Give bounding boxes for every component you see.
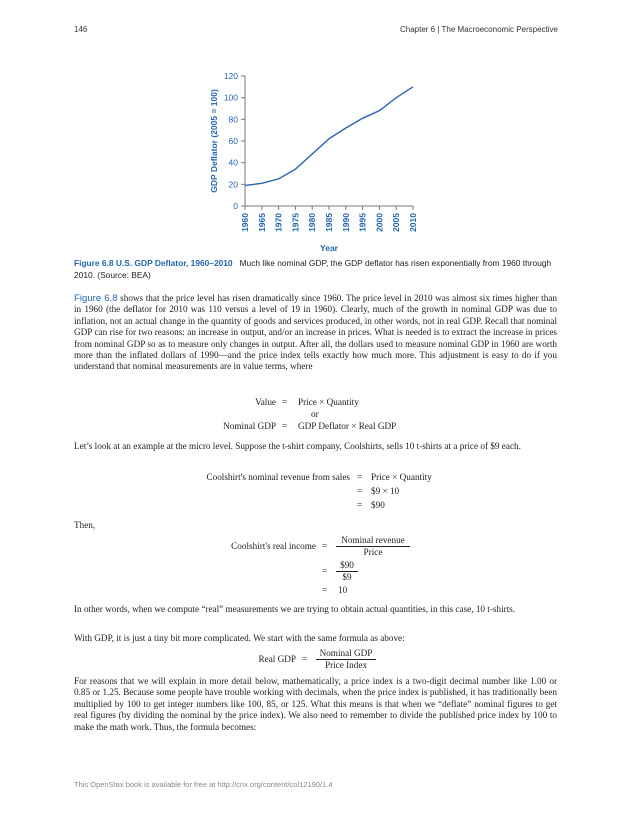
- eq4-equals: =: [302, 654, 308, 664]
- eq2-equals-2: =: [357, 486, 363, 496]
- eq4-denominator: Price Index: [324, 660, 368, 670]
- page-number: 146: [74, 25, 88, 34]
- paragraph-4: In other words, when we compute “real” measurements we are trying to obtain actual quantities, in this case, 10 t-shirts.: [74, 604, 516, 614]
- eq1-lhs-nominal-gdp: Nominal GDP: [223, 421, 276, 431]
- eq3-denominator-1: Price: [363, 547, 383, 557]
- eq1-rhs-price-quantity: Price × Quantity: [298, 397, 359, 407]
- y-tick-label: 40: [228, 157, 238, 168]
- figure-link[interactable]: Figure 6.8: [74, 293, 118, 304]
- x-tick-label: 1975: [290, 213, 301, 232]
- eq3-equals-1: =: [322, 541, 328, 551]
- eq4-fraction: [316, 648, 376, 671]
- x-tick-label: 2010: [408, 213, 418, 232]
- figure-caption-text: Much like nominal GDP, the GDP deflator has risen exponentially from 1960 through 2010. (Source: BEA): [74, 258, 552, 280]
- footer-note: This OpenStax book is available for free at http://cnx.org/content/col12190/1.4: [74, 780, 333, 789]
- paragraph-1: [74, 293, 557, 373]
- x-tick-label: 2005: [391, 213, 402, 232]
- y-tick-label: 120: [223, 71, 238, 81]
- eq4-numerator: Nominal GDP: [316, 648, 376, 660]
- y-tick-label: 80: [228, 114, 238, 125]
- y-tick-label: 100: [223, 92, 238, 103]
- eq3-numerator-2: $90: [336, 560, 358, 572]
- eq4-lhs: Real GDP: [258, 654, 296, 664]
- figure-label: Figure 6.8 U.S. GDP Deflator, 1960–2010: [74, 258, 233, 268]
- x-tick-label: 1970: [273, 213, 284, 232]
- eq2-equals-3: =: [357, 500, 363, 510]
- x-tick-label: 1985: [324, 213, 334, 232]
- eq1-equals-1: =: [282, 397, 288, 407]
- x-axis-label: Year: [320, 243, 338, 253]
- paragraph-2: Let’s look at an example at the micro level. Suppose the t-shirt company, Coolshirts, sells 10 t-shirts at a price of $9 each.: [74, 441, 521, 451]
- eq2-rhs-3: $90: [371, 500, 385, 510]
- paragraph-3: Then,: [74, 520, 96, 530]
- eq2-equals-1: =: [357, 472, 363, 482]
- x-tick-label: 2000: [374, 213, 385, 232]
- eq3-fraction-2: [336, 560, 358, 583]
- y-tick-label: 20: [228, 179, 238, 190]
- paragraph-6: For reasons that we will explain in more detail below, mathematically, a price index is a two-digit decimal number like 1.00 or 0.85 or 1.25. Because some people have trouble working with decimals, when the price index is published, it has traditionally been multiplied by 100 to get integer numbers like 100, 85, or 125. What this means is that when we “deflate” nominal figures to get real figures (by dividing the nominal by the price index). We also need to remember to divide the published price index by 100 to make the math work. Thus, the formula becomes:: [74, 676, 557, 732]
- y-tick-label: 0: [233, 201, 238, 211]
- eq2-lhs: Coolshirt's nominal revenue from sales: [206, 472, 350, 482]
- paragraph-5: With GDP, it is just a tiny bit more complicated. We start with the same formula as above:: [74, 633, 405, 643]
- eq3-lhs: Coolshirt's real income: [231, 541, 316, 551]
- eq1-or: or: [311, 409, 319, 419]
- gdp-deflator-chart: [205, 68, 435, 253]
- eq1-rhs-deflator-real-gdp: GDP Deflator × Real GDP: [298, 421, 397, 431]
- eq3-denominator-2: $9: [342, 572, 352, 582]
- x-tick-label: 1990: [340, 213, 351, 232]
- chapter-title: Chapter 6 | The Macroeconomic Perspective: [399, 25, 558, 34]
- eq3-fraction-1: [336, 535, 410, 558]
- eq2-rhs-1: Price × Quantity: [371, 472, 432, 482]
- eq2-rhs-2: $9 × 10: [371, 486, 400, 496]
- y-tick-label: 60: [228, 136, 238, 146]
- eq3-equals-2: =: [322, 566, 328, 576]
- eq3-numerator-1: Nominal revenue: [336, 535, 410, 547]
- y-axis-label: GDP Deflator (2005 = 100): [209, 89, 219, 193]
- eq3-equals-3: =: [322, 585, 328, 595]
- x-tick-label: 1980: [307, 213, 318, 232]
- figure-caption: [74, 257, 560, 281]
- eq1-lhs-value: Value: [255, 397, 276, 407]
- eq1-equals-2: =: [282, 421, 288, 431]
- eq3-result: 10: [338, 585, 348, 595]
- x-tick-label: 1995: [357, 213, 368, 232]
- x-tick-label: 1960: [240, 213, 250, 232]
- paragraph-1-text: shows that the price level has risen dramatically since 1960. The price level in 2010 was almost six times higher than in 1960 (the deflator for 2010 was 110 versus a level of 19 in 1960). Clearly, much of the growth in nominal GDP was due to inflation, not an actual change in the quantity of goods and services produced, in other words, not in real GDP. Recall that nominal GDP can rise for two reasons: an increase in output, and/or an increase in prices. What is needed is to extract the increase in prices from nominal GDP so as to measure only changes in output. After all, the dollars used to measure nominal GDP in 1960 are worth more than the inflated dollars of 1990—and the price index tells exactly how much more. This adjustment is easy to do if you understand that nominal measurements are in value terms, where: [74, 293, 557, 372]
- gdp-deflator-line: [245, 87, 413, 186]
- x-tick-label: 1965: [256, 213, 267, 232]
